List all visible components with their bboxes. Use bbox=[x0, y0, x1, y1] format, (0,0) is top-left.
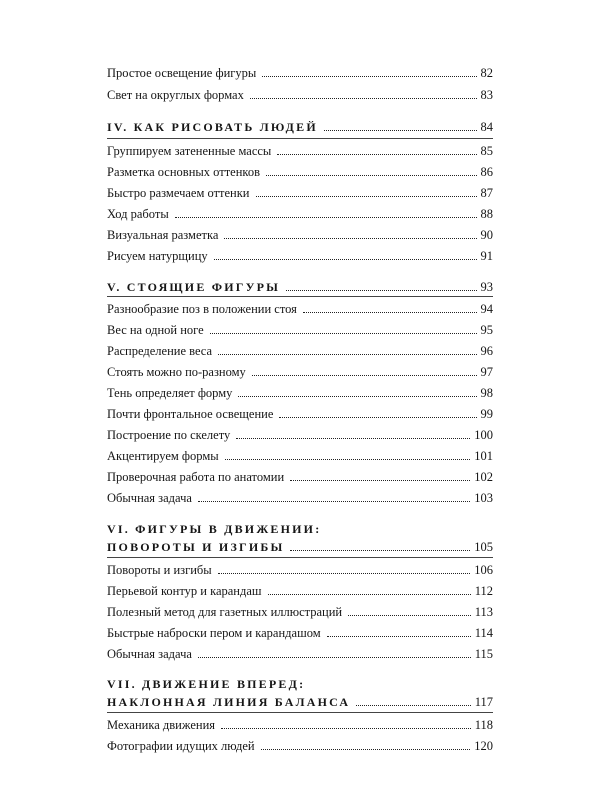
toc-entry[interactable] bbox=[107, 734, 493, 754]
toc-entry[interactable] bbox=[107, 297, 493, 317]
dot-leader bbox=[236, 438, 470, 439]
dot-leader bbox=[252, 375, 477, 376]
toc-entry-title: Быстро размечаем оттенки bbox=[107, 186, 250, 200]
section-heading-title: V. СТОЯЩИЕ ФИГУРЫ bbox=[107, 280, 281, 294]
toc-entry[interactable] bbox=[107, 318, 493, 338]
toc-entry-title: Обычная задача bbox=[107, 647, 192, 661]
toc-entry-page: 86 bbox=[480, 165, 493, 179]
toc-entry-page: 103 bbox=[474, 491, 493, 505]
section-heading-title: IV. КАК РИСОВАТЬ ЛЮДЕЙ bbox=[107, 120, 318, 134]
toc-entry-title: Почти фронтальное освещение bbox=[107, 407, 274, 421]
toc-entry-title: Рисуем натурщицу bbox=[107, 249, 208, 263]
toc-entry[interactable] bbox=[107, 558, 493, 578]
dot-leader bbox=[348, 615, 471, 616]
toc-entry-page: 99 bbox=[480, 407, 493, 421]
toc-entry-title: Тень определяет форму bbox=[107, 386, 233, 400]
dot-leader bbox=[277, 154, 476, 155]
toc-entry-title: Перьевой контур и карандаш bbox=[107, 584, 262, 598]
toc-entry-page: 95 bbox=[480, 323, 493, 337]
toc-entry-page: 82 bbox=[480, 66, 493, 80]
dot-leader bbox=[224, 238, 476, 239]
dot-leader bbox=[218, 573, 471, 574]
dot-leader bbox=[261, 749, 471, 750]
section-heading-title: ПОВОРОТЫ И ИЗГИБЫ bbox=[107, 540, 285, 554]
toc-entry[interactable] bbox=[107, 423, 493, 443]
toc-entry-title: Вес на одной ноге bbox=[107, 323, 204, 337]
toc-entry-page: 113 bbox=[474, 605, 493, 619]
section-heading-page: 117 bbox=[474, 695, 493, 709]
dot-leader bbox=[262, 76, 476, 77]
toc-entry[interactable] bbox=[107, 223, 493, 243]
toc-entry[interactable] bbox=[107, 621, 493, 641]
toc-section-heading[interactable] bbox=[107, 275, 493, 295]
section-heading-title-line1: VII. ДВИЖЕНИЕ ВПЕРЕД: bbox=[107, 677, 306, 691]
toc-entry-page: 102 bbox=[474, 470, 493, 484]
toc-entry-page: 115 bbox=[474, 647, 493, 661]
toc-entry[interactable] bbox=[107, 579, 493, 599]
toc-entry-title: Акцентируем формы bbox=[107, 449, 219, 463]
toc-entry-title: Распределение веса bbox=[107, 344, 213, 358]
toc-entry-title: Быстрые наброски пером и карандашом bbox=[107, 626, 321, 640]
toc-entry-title: Повороты и изгибы bbox=[107, 563, 212, 577]
dot-leader bbox=[221, 728, 471, 729]
toc-entry-title: Простое освещение фигуры bbox=[107, 66, 257, 80]
toc-entry-title: Визуальная разметка bbox=[107, 228, 219, 242]
toc-entry-title: Фотографии идущих людей bbox=[107, 739, 255, 753]
section-heading-page: 93 bbox=[480, 280, 493, 294]
toc-entry-page: 98 bbox=[480, 386, 493, 400]
dot-leader bbox=[198, 501, 470, 502]
toc-entry-page: 118 bbox=[474, 718, 493, 732]
dot-leader bbox=[279, 417, 476, 418]
toc-entry-page: 90 bbox=[480, 228, 493, 242]
dot-leader bbox=[290, 480, 470, 481]
toc-entry-page: 88 bbox=[480, 207, 493, 221]
toc-entry-page: 85 bbox=[480, 144, 493, 158]
toc-entry[interactable] bbox=[107, 139, 493, 159]
toc-entry[interactable] bbox=[107, 360, 493, 380]
toc-entry[interactable] bbox=[107, 244, 493, 264]
toc-section-heading[interactable] bbox=[107, 535, 493, 555]
dot-leader bbox=[324, 130, 477, 131]
dot-leader bbox=[238, 396, 476, 397]
toc-entry-page: 87 bbox=[480, 186, 493, 200]
toc-entry-title: Проверочная работа по анатомии bbox=[107, 470, 285, 484]
toc-entry[interactable] bbox=[107, 83, 493, 103]
toc-entry-page: 97 bbox=[480, 365, 493, 379]
toc-entry-title: Полезный метод для газетных иллюстраций bbox=[107, 605, 343, 619]
toc-section-heading[interactable] bbox=[107, 690, 493, 710]
dot-leader bbox=[250, 98, 477, 99]
toc-entry[interactable] bbox=[107, 160, 493, 180]
toc-entry-title: Механика движения bbox=[107, 718, 216, 732]
dot-leader bbox=[290, 550, 470, 551]
section-heading-title: НАКЛОННАЯ ЛИНИЯ БАЛАНСА bbox=[107, 695, 351, 709]
toc-entry-title: Стоять можно по-разному bbox=[107, 365, 246, 379]
toc-entry[interactable] bbox=[107, 465, 493, 485]
toc-entry-title: Обычная задача bbox=[107, 491, 192, 505]
toc-entry-page: 101 bbox=[474, 449, 493, 463]
toc-entry[interactable] bbox=[107, 713, 493, 733]
dot-leader bbox=[356, 705, 470, 706]
section-heading-line1 bbox=[107, 672, 493, 692]
toc-entry[interactable] bbox=[107, 600, 493, 620]
toc-entry-title: Разметка основных оттенков bbox=[107, 165, 260, 179]
toc-entry-title: Построение по скелету bbox=[107, 428, 231, 442]
dot-leader bbox=[214, 259, 477, 260]
dot-leader bbox=[286, 290, 476, 291]
toc-entry[interactable] bbox=[107, 642, 493, 662]
section-heading-title-line1: VI. ФИГУРЫ В ДВИЖЕНИИ: bbox=[107, 522, 322, 536]
toc-entry[interactable] bbox=[107, 339, 493, 359]
toc-section-heading[interactable] bbox=[107, 115, 493, 135]
toc-entry-page: 100 bbox=[474, 428, 493, 442]
toc-entry-page: 112 bbox=[474, 584, 493, 598]
dot-leader bbox=[303, 312, 477, 313]
section-heading-page: 105 bbox=[474, 540, 493, 554]
toc-entry[interactable] bbox=[107, 486, 493, 506]
toc-entry[interactable] bbox=[107, 381, 493, 401]
dot-leader bbox=[327, 636, 471, 637]
dot-leader bbox=[198, 657, 471, 658]
section-heading-page: 84 bbox=[480, 120, 493, 134]
toc-entry-page: 106 bbox=[474, 563, 493, 577]
section-heading-line1 bbox=[107, 517, 493, 537]
toc-entry[interactable] bbox=[107, 181, 493, 201]
dot-leader bbox=[175, 217, 477, 218]
dot-leader bbox=[266, 175, 477, 176]
toc-entry[interactable] bbox=[107, 402, 493, 422]
dot-leader bbox=[225, 459, 471, 460]
toc-entry-title: Группируем затененные массы bbox=[107, 144, 272, 158]
toc-entry-page: 96 bbox=[480, 344, 493, 358]
dot-leader bbox=[256, 196, 477, 197]
dot-leader bbox=[218, 354, 476, 355]
toc-entry[interactable] bbox=[107, 444, 493, 464]
toc-entry-title: Разнообразие поз в положении стоя bbox=[107, 302, 297, 316]
toc-entry-title: Свет на округлых формах bbox=[107, 88, 244, 102]
toc-entry-page: 83 bbox=[480, 88, 493, 102]
toc-entry[interactable] bbox=[107, 61, 493, 81]
toc-entry-page: 114 bbox=[474, 626, 493, 640]
toc-entry-page: 94 bbox=[480, 302, 493, 316]
toc-entry-title: Ход работы bbox=[107, 207, 169, 221]
toc-entry-page: 120 bbox=[474, 739, 493, 753]
dot-leader bbox=[210, 333, 477, 334]
toc-entry[interactable] bbox=[107, 202, 493, 222]
dot-leader bbox=[268, 594, 471, 595]
toc-entry-page: 91 bbox=[480, 249, 493, 263]
